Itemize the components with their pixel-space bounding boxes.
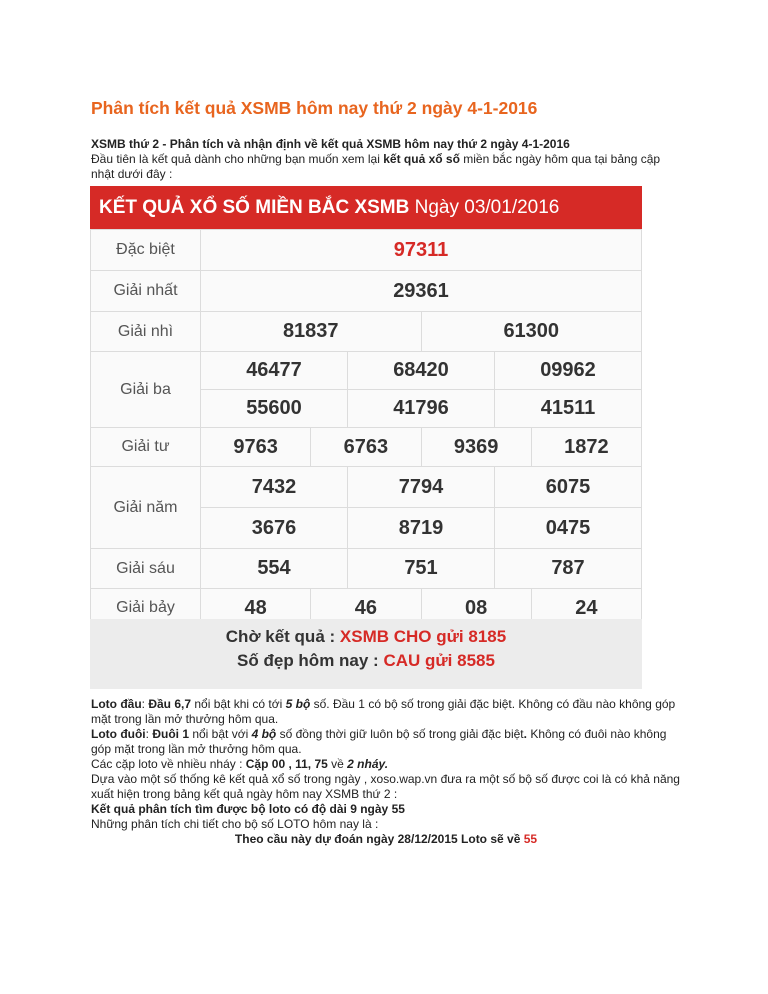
prize-label: Đặc biệt: [91, 230, 201, 271]
row-giai-nam-1: [91, 467, 642, 508]
prize-number: 6763: [311, 428, 421, 467]
prize-label: Giải ba: [91, 352, 201, 428]
footer-nice-label: Số đẹp hôm nay :: [237, 651, 384, 670]
loto-duoi-sep: :: [145, 727, 153, 741]
prize-number: 751: [348, 549, 495, 589]
result-paragraph: [91, 802, 681, 817]
prize-number: 41796: [348, 390, 495, 428]
loto-dau-paragraph: [91, 697, 681, 727]
loto-duoi-a: nổi bật với: [189, 727, 252, 741]
intro-text-b: miền bắc ngày hôm qua tại bảng cập nhật dưới đây :: [91, 152, 661, 181]
prize-number: 9369: [421, 428, 531, 467]
pairs-bold: Cặp 00 , 11, 75: [245, 757, 328, 771]
pairs-a: Các cặp loto về nhiều nháy :: [91, 757, 246, 771]
prize-label: Giải bảy: [91, 589, 201, 628]
prize-number: 08: [421, 589, 531, 628]
prediction-text: Theo cầu này dự đoán ngày 28/12/2015 Loto sẽ về: [234, 832, 524, 846]
prize-number: 9763: [201, 428, 311, 467]
prize-number: 0475: [495, 508, 642, 549]
footer-nice-sms: CAU gửi 8585: [383, 651, 495, 670]
prize-number: 97311: [201, 230, 642, 271]
prize-label: Giải nhì: [91, 312, 201, 352]
prize-number: 7794: [348, 467, 495, 508]
intro-text-a: Đầu tiên là kết quả dành cho những bạn muốn xem lại: [91, 152, 384, 166]
page-title: Phân tích kết quả XSMB hôm nay thứ 2 ngày 4-1-2016: [91, 98, 538, 118]
prize-number: 554: [201, 549, 348, 589]
row-giai-tu: [91, 428, 642, 467]
footer-wait-sms: XSMB CHO gửi 8185: [339, 627, 507, 646]
loto-duoi-dot: .: [523, 727, 527, 741]
prize-number: 41511: [495, 390, 642, 428]
stats-paragraph: Dựa vào một số thống kê kết quả xổ số trong ngày , xoso.wap.vn đưa ra một số bộ số được coi là có khả năng xuất hiện trong bảng kết quả ngày hôm nay XSMB thứ 2 :: [91, 772, 680, 801]
loto-dau-sep: :: [141, 697, 149, 711]
intro-paragraph: [91, 152, 681, 182]
row-giai-sau: [91, 549, 642, 589]
prize-number: 24: [531, 589, 641, 628]
pairs-em: 2 nháy.: [347, 757, 389, 771]
prize-number: 7432: [201, 467, 348, 508]
loto-dau-b: số. Đầu 1 có bộ số trong giải đặc biệt. Không có đầu nào không góp mặt trong lần mở thưởng hôm qua.: [91, 697, 676, 726]
prediction-paragraph: [91, 832, 681, 847]
loto-duoi-c: Không có đuôi nào không góp mặt trong lần mở thưởng hôm qua.: [91, 727, 667, 756]
intro: [91, 137, 681, 182]
row-giai-ba-1: [91, 352, 642, 390]
prize-number: 29361: [201, 271, 642, 312]
prize-number: 1872: [531, 428, 641, 467]
row-dac-biet: [91, 230, 642, 271]
loto-dau-a: nổi bật khi có tới: [191, 697, 286, 711]
prize-number: 48: [201, 589, 311, 628]
loto-duoi-paragraph: [91, 727, 681, 757]
prize-label: Giải nhất: [91, 271, 201, 312]
loto-duoi-label: Loto đuôi: [91, 727, 146, 741]
prize-number: 3676: [201, 508, 348, 549]
prize-label: Giải năm: [91, 467, 201, 549]
pairs-b: về: [327, 757, 348, 771]
board-header: [90, 186, 642, 229]
board-footer: [90, 619, 642, 689]
lottery-results-board: [90, 186, 642, 689]
loto-dau-bold: Đầu 6,7: [148, 697, 192, 711]
row-giai-nhat: [91, 271, 642, 312]
prize-number: 46477: [201, 352, 348, 390]
prize-label: Giải sáu: [91, 549, 201, 589]
board-header-date: Ngày 03/01/2016: [414, 197, 560, 218]
loto-duoi-bold: Đuôi 1: [152, 727, 189, 741]
details-paragraph: Những phân tích chi tiết cho bộ số LOTO hôm nay là :: [91, 817, 379, 831]
pairs-paragraph: [91, 757, 681, 772]
prize-number: 8719: [348, 508, 495, 549]
prize-number: 787: [495, 549, 642, 589]
prize-number: 55600: [201, 390, 348, 428]
row-giai-nhi: [91, 312, 642, 352]
board-header-title: KẾT QUẢ XỔ SỐ MIỀN BẮC XSMB: [99, 197, 410, 218]
prize-number: 81837: [201, 312, 422, 352]
result-bold: Kết quả phân tích tìm được bộ loto có độ dài 9 ngày 55: [91, 802, 405, 816]
prize-number: 61300: [421, 312, 642, 352]
prize-label: Giải tư: [91, 428, 201, 467]
subtitle: XSMB thứ 2 - Phân tích và nhận định về kết quả XSMB hôm nay thứ 2 ngày 4-1-2016: [91, 137, 570, 151]
prize-number: 6075: [495, 467, 642, 508]
loto-duoi-b: số đồng thời giữ luôn bộ số trong giải đặc biệt: [276, 727, 524, 741]
loto-duoi-em: 4 bộ: [251, 727, 277, 741]
prize-number: 09962: [495, 352, 642, 390]
prize-number: 46: [311, 589, 421, 628]
analysis-text: [91, 697, 681, 847]
footer-wait-label: Chờ kết quả :: [225, 627, 340, 646]
loto-dau-em: 5 bộ: [285, 697, 311, 711]
intro-keyword-link[interactable]: kết quả xổ số: [383, 152, 460, 166]
footer-line-nice: [90, 651, 642, 671]
results-table: [90, 229, 642, 628]
loto-dau-label: Loto đầu: [91, 697, 142, 711]
prize-number: 68420: [348, 352, 495, 390]
footer-line-wait: [90, 627, 642, 647]
prediction-number: 55: [523, 832, 538, 846]
